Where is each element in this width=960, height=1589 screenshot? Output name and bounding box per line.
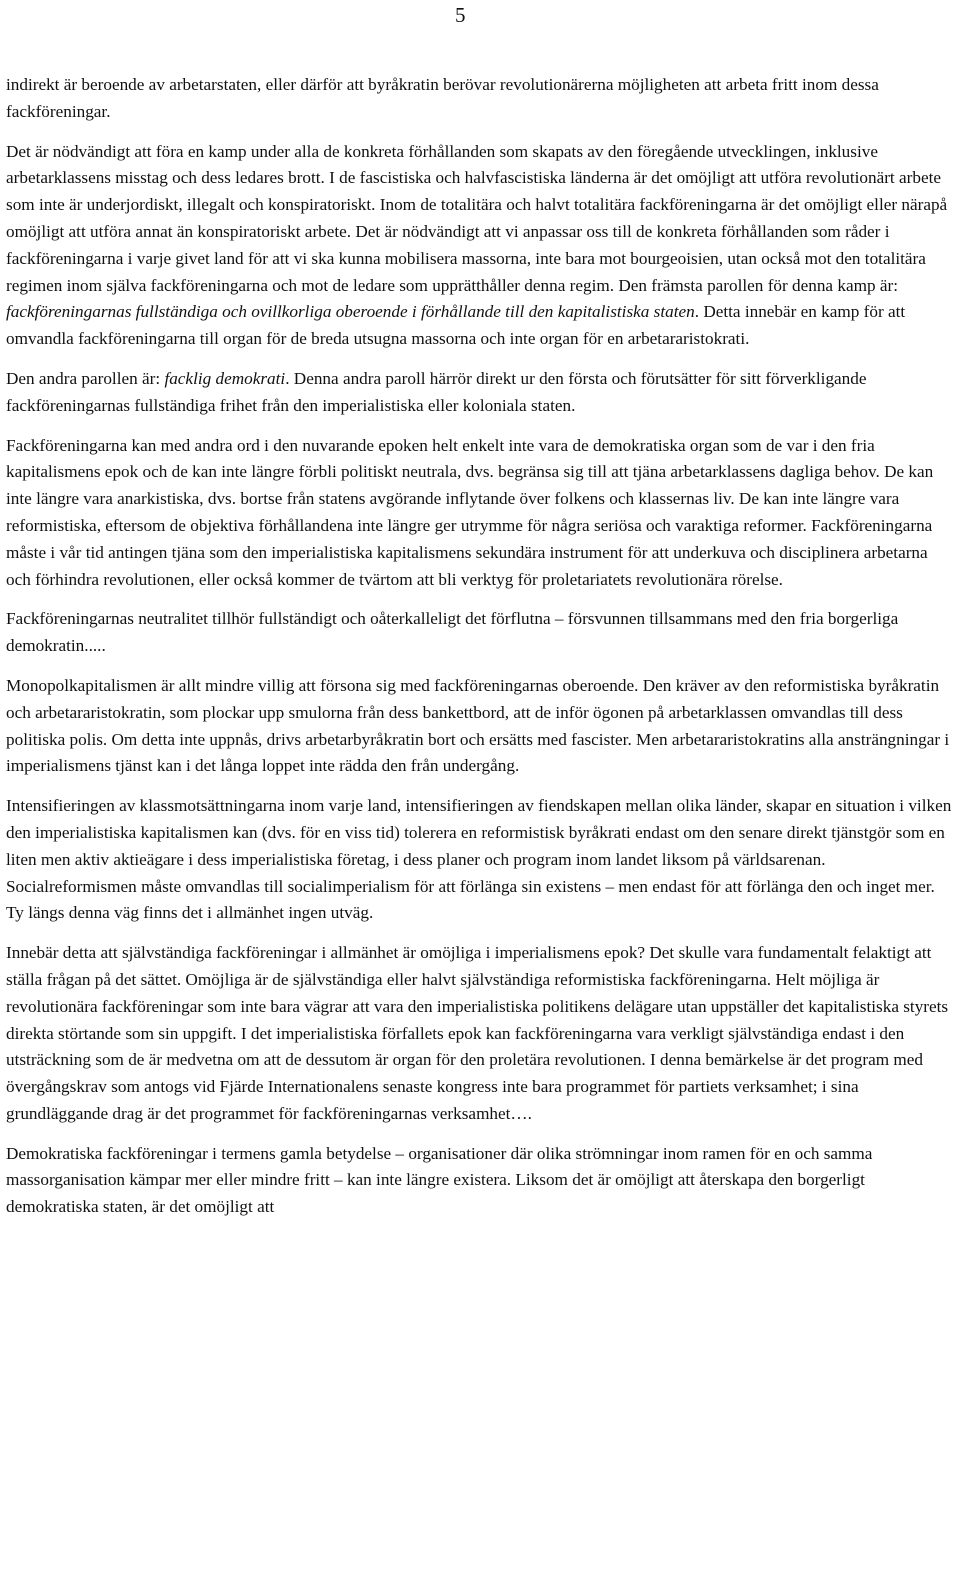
page-number: 5 [455,3,466,27]
document-body [6,72,952,1234]
paragraph-text: Monopolkapitalismen är allt mindre villig att försona sig med fackföreningarnas oberoende. Den kräver av den reformistiska byråkratin och arbetararistokratin, som plockar upp smulorna från dess bankettbord, att de inför ögonen på arbetarklassen omvandlas till dess politiska polis. Om detta inte uppnås, drivs arbetarbyråkratin bort och ersätts med fascister. Men arbetararistokratins alla ansträngningar i imperialismens tjänst kan i det långa loppet inte rädda den från undergång. [6,675,950,776]
paragraph-7 [6,793,952,927]
paragraph-1 [6,72,952,126]
emphasized-slogan: facklig demokrati [164,368,286,388]
paragraph-text: . Denna andra paroll härrör direkt ur den första och förutsätter för sitt förverkligande fackföreningarnas fullständiga frihet från den imperialistiska eller koloniala staten. [6,368,867,415]
paragraph-2 [6,139,952,353]
paragraph-text: Intensifieringen av klassmotsättningarna inom varje land, intensifieringen av fiendskapen mellan olika länder, skapar en situation i vilken den imperialistiska kapitalismen kan (dvs. för en viss tid) tolerera en reformistisk byråkrati endast om den senare direkt tjänstgör som en liten men aktiv aktieägare i dess imperialistiska företag, i dess planer och program inom landet liksom på världsarenan. Socialreformismen måste omvandlas till socialimperialism för att förlänga sin existens – men endast för att förlänga den och inget mer. Ty längs denna väg finns det i allmänhet ingen utväg. [6,796,952,923]
paragraph-text: Den andra parollen är: [6,368,165,388]
emphasized-slogan: fackföreningarnas fullständiga och ovillkorliga oberoende i förhållande till den kapitalistiska staten [6,302,695,322]
paragraph-text: Fackföreningarnas neutralitet tillhör fullständigt och oåterkalleligt det förflutna – försvunnen tillsammans med den fria borgerliga demokratin..... [6,609,899,656]
paragraph-text: Det är nödvändigt att föra en kamp under alla de konkreta förhållanden som skapats av den föregående utvecklingen, inklusive arbetarklassens misstag och dess ledares brott. I de fascistiska och halvfascistiska länderna är det omöjligt att utföra revolutionärt arbete som inte är underjordiskt, illegalt och konspiratoriskt. Inom de totalitära och halvt totalitära fackföreningarna är det omöjligt eller närapå omöjligt att utföra annat än konspiratoriskt arbete. Det är nödvändigt att vi anpassar oss till de konkreta förhållanden som råder i fackföreningarna i varje givet land för att vi ska kunna mobilisera massorna, inte bara mot bourgeoisien, utan också mot den totalitära regimen inom själva fackföreningarna och mot de ledare som upprätthåller denna regim. Den främsta parollen för denna kamp är: [6,141,948,295]
paragraph-text: Fackföreningarna kan med andra ord i den nuvarande epoken helt enkelt inte vara de demokratiska organ som de var i den fria kapitalismens epok och de kan inte längre förbli politiskt neutrala, dvs. begränsa sig till att tjäna arbetarklassens dagliga behov. De kan inte längre vara anarkistiska, dvs. bortse från statens avgörande inflytande över folkens och klassernas liv. De kan inte längre vara reformistiska, eftersom de objektiva förhållandena inte längre ger utrymme för några seriösa och varaktiga reformer. Fackföreningarna måste i vår tid antingen tjäna som den imperialistiska kapitalismens sekundära instrument för att underkuva och disciplinera arbetarna och förhindra revolutionen, eller också kommer de tvärtom att bli verktyg för proletariatets revolutionära rörelse. [6,435,934,589]
paragraph-text: indirekt är beroende av arbetarstaten, eller därför att byråkratin berövar revolutionärerna möjligheten att arbeta fritt inom dessa fackföreningar. [6,75,879,121]
paragraph-text: Innebär detta att självständiga fackföreningar i allmänhet är omöjliga i imperialismens epok? Det skulle vara fundamentalt felaktigt att ställa frågan på det sättet. Omöjliga är de självständiga eller halvt självständiga reformistiska fackföreningarna. Helt möjliga är revolutionära fackföreningar som inte bara vägrar att vara den imperialistiska politikens delägare utan uppställer det kapitalistiska styrets direkta störtande som sin uppgift. I det imperialistiska förfallets epok kan fackföreningarna vara verkligt självständiga endast i den utsträckning som de är medvetna om att de dessutom är organ för den proletära revolutionen. I denna bemärkelse är det program med övergångskrav som antogs vid Fjärde Internationalens senaste kongress inte bara programmet för partiets verksamhet; i sina grundläggande drag är det programmet för fackföreningarnas verksamhet…. [6,943,949,1123]
paragraph-5 [6,606,952,660]
paragraph-9 [6,1141,952,1221]
paragraph-3 [6,366,952,420]
paragraph-text: Demokratiska fackföreningar i termens gamla betydelse – organisationer där olika strömningar inom ramen för en och samma massorganisation kämpar mer eller mindre fritt – kan inte längre existera. Liksom det är omöjligt att återskapa den borgerligt demokratiska staten, är det omöjligt att [6,1143,873,1217]
paragraph-8 [6,940,952,1128]
paragraph-text: . Detta innebär en kamp för att omvandla fackföreningarna till organ för de breda utsugna massorna och inte organ för en arbetararistokrati. [6,302,906,349]
paragraph-6 [6,673,952,780]
paragraph-4 [6,433,952,594]
